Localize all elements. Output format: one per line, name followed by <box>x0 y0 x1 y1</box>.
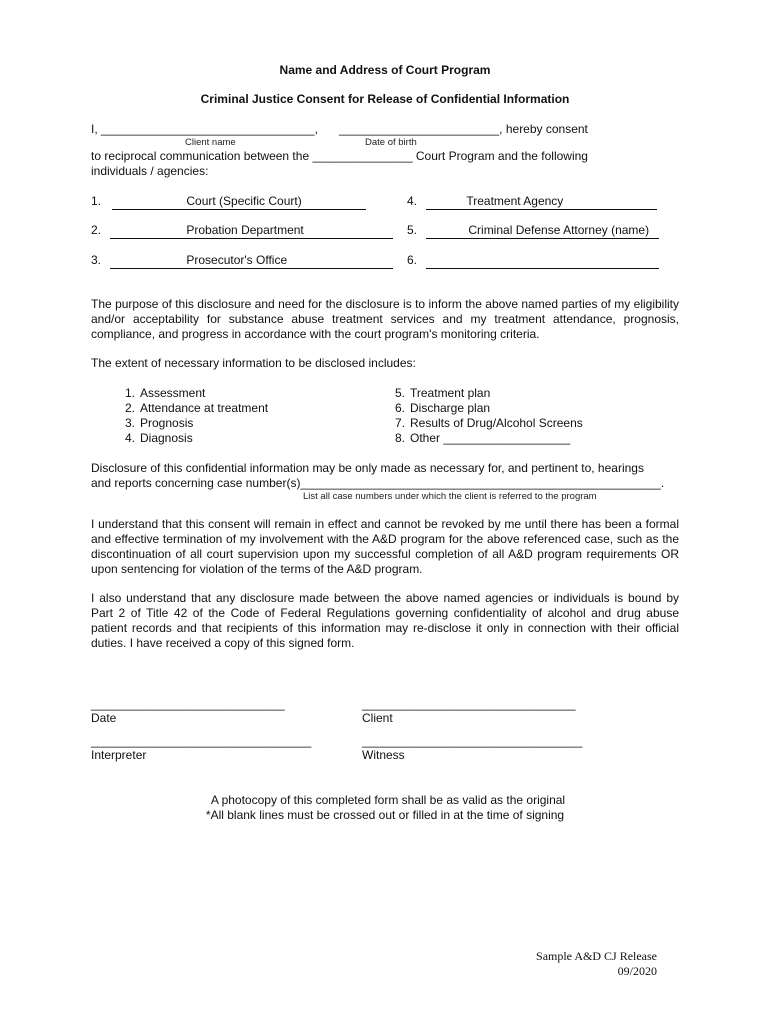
blank-lines-note: *All blank lines must be crossed out or filled in at the time of signing <box>205 808 565 822</box>
info-item <box>383 386 583 401</box>
agency-field[interactable] <box>426 194 657 210</box>
info-item-text: Attendance at treatment <box>140 401 269 415</box>
info-item <box>113 401 268 416</box>
info-item-text: Other ___________________ <box>410 431 571 445</box>
form-title: Criminal Justice Consent for Release of Confidential Information <box>200 92 570 106</box>
individuals-line: individuals / agencies: <box>91 164 209 178</box>
dob-caption: Date of birth <box>365 137 417 148</box>
program-title: Name and Address of Court Program <box>279 63 491 77</box>
agency-field[interactable] <box>426 223 659 239</box>
interpreter-signature-line[interactable]: _________________________________ <box>91 734 312 748</box>
dob-line[interactable]: ________________________, hereby consent <box>339 122 588 136</box>
info-item <box>113 416 268 431</box>
info-item-number: 8. <box>394 431 405 445</box>
info-list-right <box>383 386 583 446</box>
reciprocal-line: to reciprocal communication between the _______________ Court Program and the following <box>91 149 588 163</box>
extent-intro: The extent of necessary information to be disclosed includes: <box>91 356 416 370</box>
info-item <box>383 401 583 416</box>
witness-signature-line[interactable]: _________________________________ <box>362 734 583 748</box>
agency-label: Treatment Agency <box>466 194 564 208</box>
purpose-paragraph: The purpose of this disclosure and need for the disclosure is to inform the above named parties of my eligibility and/or acceptability for substance abuse treatment services and my treatment attendance, prognosis, compliance, and progress in accordance with the court program's monitoring criteria. <box>91 297 679 341</box>
agency-item <box>407 253 659 269</box>
date-signature-line[interactable]: _____________________________ <box>91 697 285 711</box>
client-label: Client <box>362 711 393 725</box>
federal-paragraph: I also understand that any disclosure made between the above named agencies or individuals is bound by Part 2 of Title 42 of the Code of Federal Regulations governing confidentiality of alcohol and drug abuse patient records and that recipients of this information may re-disclose it only in connection with their official duties. I have received a copy of this signed form. <box>91 591 679 650</box>
info-item-number: 3. <box>124 416 135 430</box>
case-number-caption: List all case numbers under which the client is referred to the program <box>303 491 597 502</box>
info-item-number: 4. <box>124 431 135 445</box>
agency-number: 4. <box>407 194 418 208</box>
agency-number: 3. <box>91 253 102 267</box>
interpreter-label: Interpreter <box>91 748 147 762</box>
agency-label: Prosecutor's Office <box>186 253 288 267</box>
photocopy-note: A photocopy of this completed form shall be as valid as the original <box>210 793 566 807</box>
agency-item <box>91 253 393 269</box>
agency-item <box>91 223 393 239</box>
info-item-number: 5. <box>394 386 405 400</box>
understand-paragraph: I understand that this consent will remain in effect and cannot be revoked by me until there has been a formal and effective termination of my involvement with the A&D program for the above referenced case, such as the discontinuation of all court supervision upon my successful completion of all A&D program requirements OR upon sentencing for violation of the terms of the A&D program. <box>91 517 679 576</box>
agency-number: 5. <box>407 223 418 237</box>
info-item-text: Assessment <box>140 386 206 400</box>
disclosure-line-1: Disclosure of this confidential information may be only made as necessary for, and pertinent to, hearings <box>91 461 644 475</box>
footer-form-name: Sample A&D CJ Release <box>536 949 657 963</box>
info-item-text: Results of Drug/Alcohol Screens <box>410 416 583 430</box>
agency-field[interactable] <box>426 253 659 269</box>
agency-label: Criminal Defense Attorney (name) <box>468 223 650 237</box>
case-number-line[interactable]: and reports concerning case number(s)______________________________________________________. <box>91 476 665 490</box>
info-item-text: Treatment plan <box>410 386 491 400</box>
info-item-text: Discharge plan <box>410 401 491 415</box>
info-item-number: 1. <box>124 386 135 400</box>
client-signature-line[interactable]: ________________________________ <box>362 697 576 711</box>
agency-item <box>407 194 657 210</box>
info-item[interactable] <box>383 431 583 446</box>
info-item <box>113 386 268 401</box>
agency-item <box>407 223 659 239</box>
info-item-number: 2. <box>124 401 135 415</box>
info-item-number: 6. <box>394 401 405 415</box>
info-item-text: Prognosis <box>140 416 194 430</box>
agency-label: Court (Specific Court) <box>186 194 302 208</box>
agency-number: 1. <box>91 194 102 208</box>
info-list-left <box>113 386 268 446</box>
agency-item <box>91 194 366 210</box>
agency-field[interactable] <box>110 253 393 269</box>
agency-number: 6. <box>407 253 418 267</box>
agency-field[interactable] <box>112 194 366 210</box>
info-item-number: 7. <box>394 416 405 430</box>
client-name-caption: Client name <box>185 137 236 148</box>
witness-label: Witness <box>362 748 405 762</box>
info-item <box>113 431 268 446</box>
info-item-text: Diagnosis <box>140 431 193 445</box>
date-label: Date <box>91 711 117 725</box>
footer-date: 09/2020 <box>617 964 657 978</box>
agency-number: 2. <box>91 223 102 237</box>
info-item <box>383 416 583 431</box>
client-name-line[interactable]: I, ________________________________, <box>91 122 318 136</box>
agency-label: Probation Department <box>186 223 304 237</box>
agency-field[interactable] <box>110 223 393 239</box>
